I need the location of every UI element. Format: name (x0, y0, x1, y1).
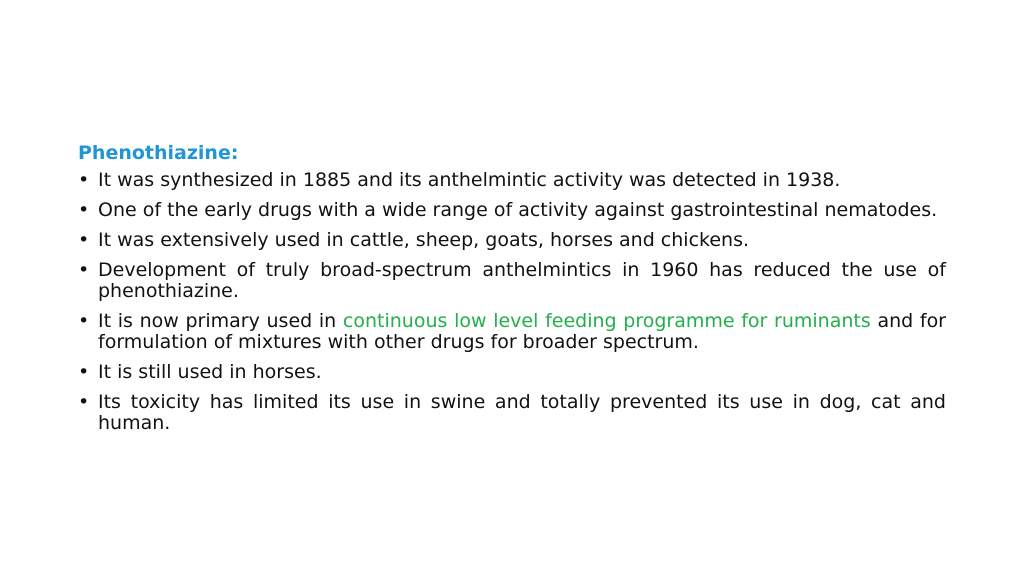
bullet-text: Development of truly broad-spectrum anthelmintics in 1960 has reduced the use of phenothiazine. (98, 259, 946, 302)
bullet-item (78, 200, 946, 221)
slide-heading: Phenothiazine: (78, 142, 239, 164)
bullet-text: It is still used in horses. (98, 361, 322, 383)
bullet-item (78, 311, 946, 353)
slide-content (78, 140, 946, 443)
bullet-text: It was extensively used in cattle, sheep, goats, horses and chickens. (98, 229, 750, 251)
bullet-item (78, 392, 946, 434)
bullet-item (78, 362, 946, 383)
bullet-text: One of the early drugs with a wide range of activity against gastrointestinal nematodes. (98, 199, 938, 221)
highlighted-text: continuous low level feeding programme for ruminants (342, 310, 871, 332)
bullet-item (78, 170, 946, 191)
bullet-item (78, 260, 946, 302)
bullet-item (78, 230, 946, 251)
bullet-text: Its toxicity has limited its use in swine and totally prevented its use in dog, cat and human. (98, 391, 946, 434)
bullet-text-after: and for formulation of mixtures with other drugs for broader spectrum. (98, 310, 946, 353)
bullet-text-before: It is now primary used in (98, 310, 343, 332)
bullet-list (78, 170, 946, 434)
bullet-text: It was synthesized in 1885 and its anthelmintic activity was detected in 1938. (98, 169, 841, 191)
